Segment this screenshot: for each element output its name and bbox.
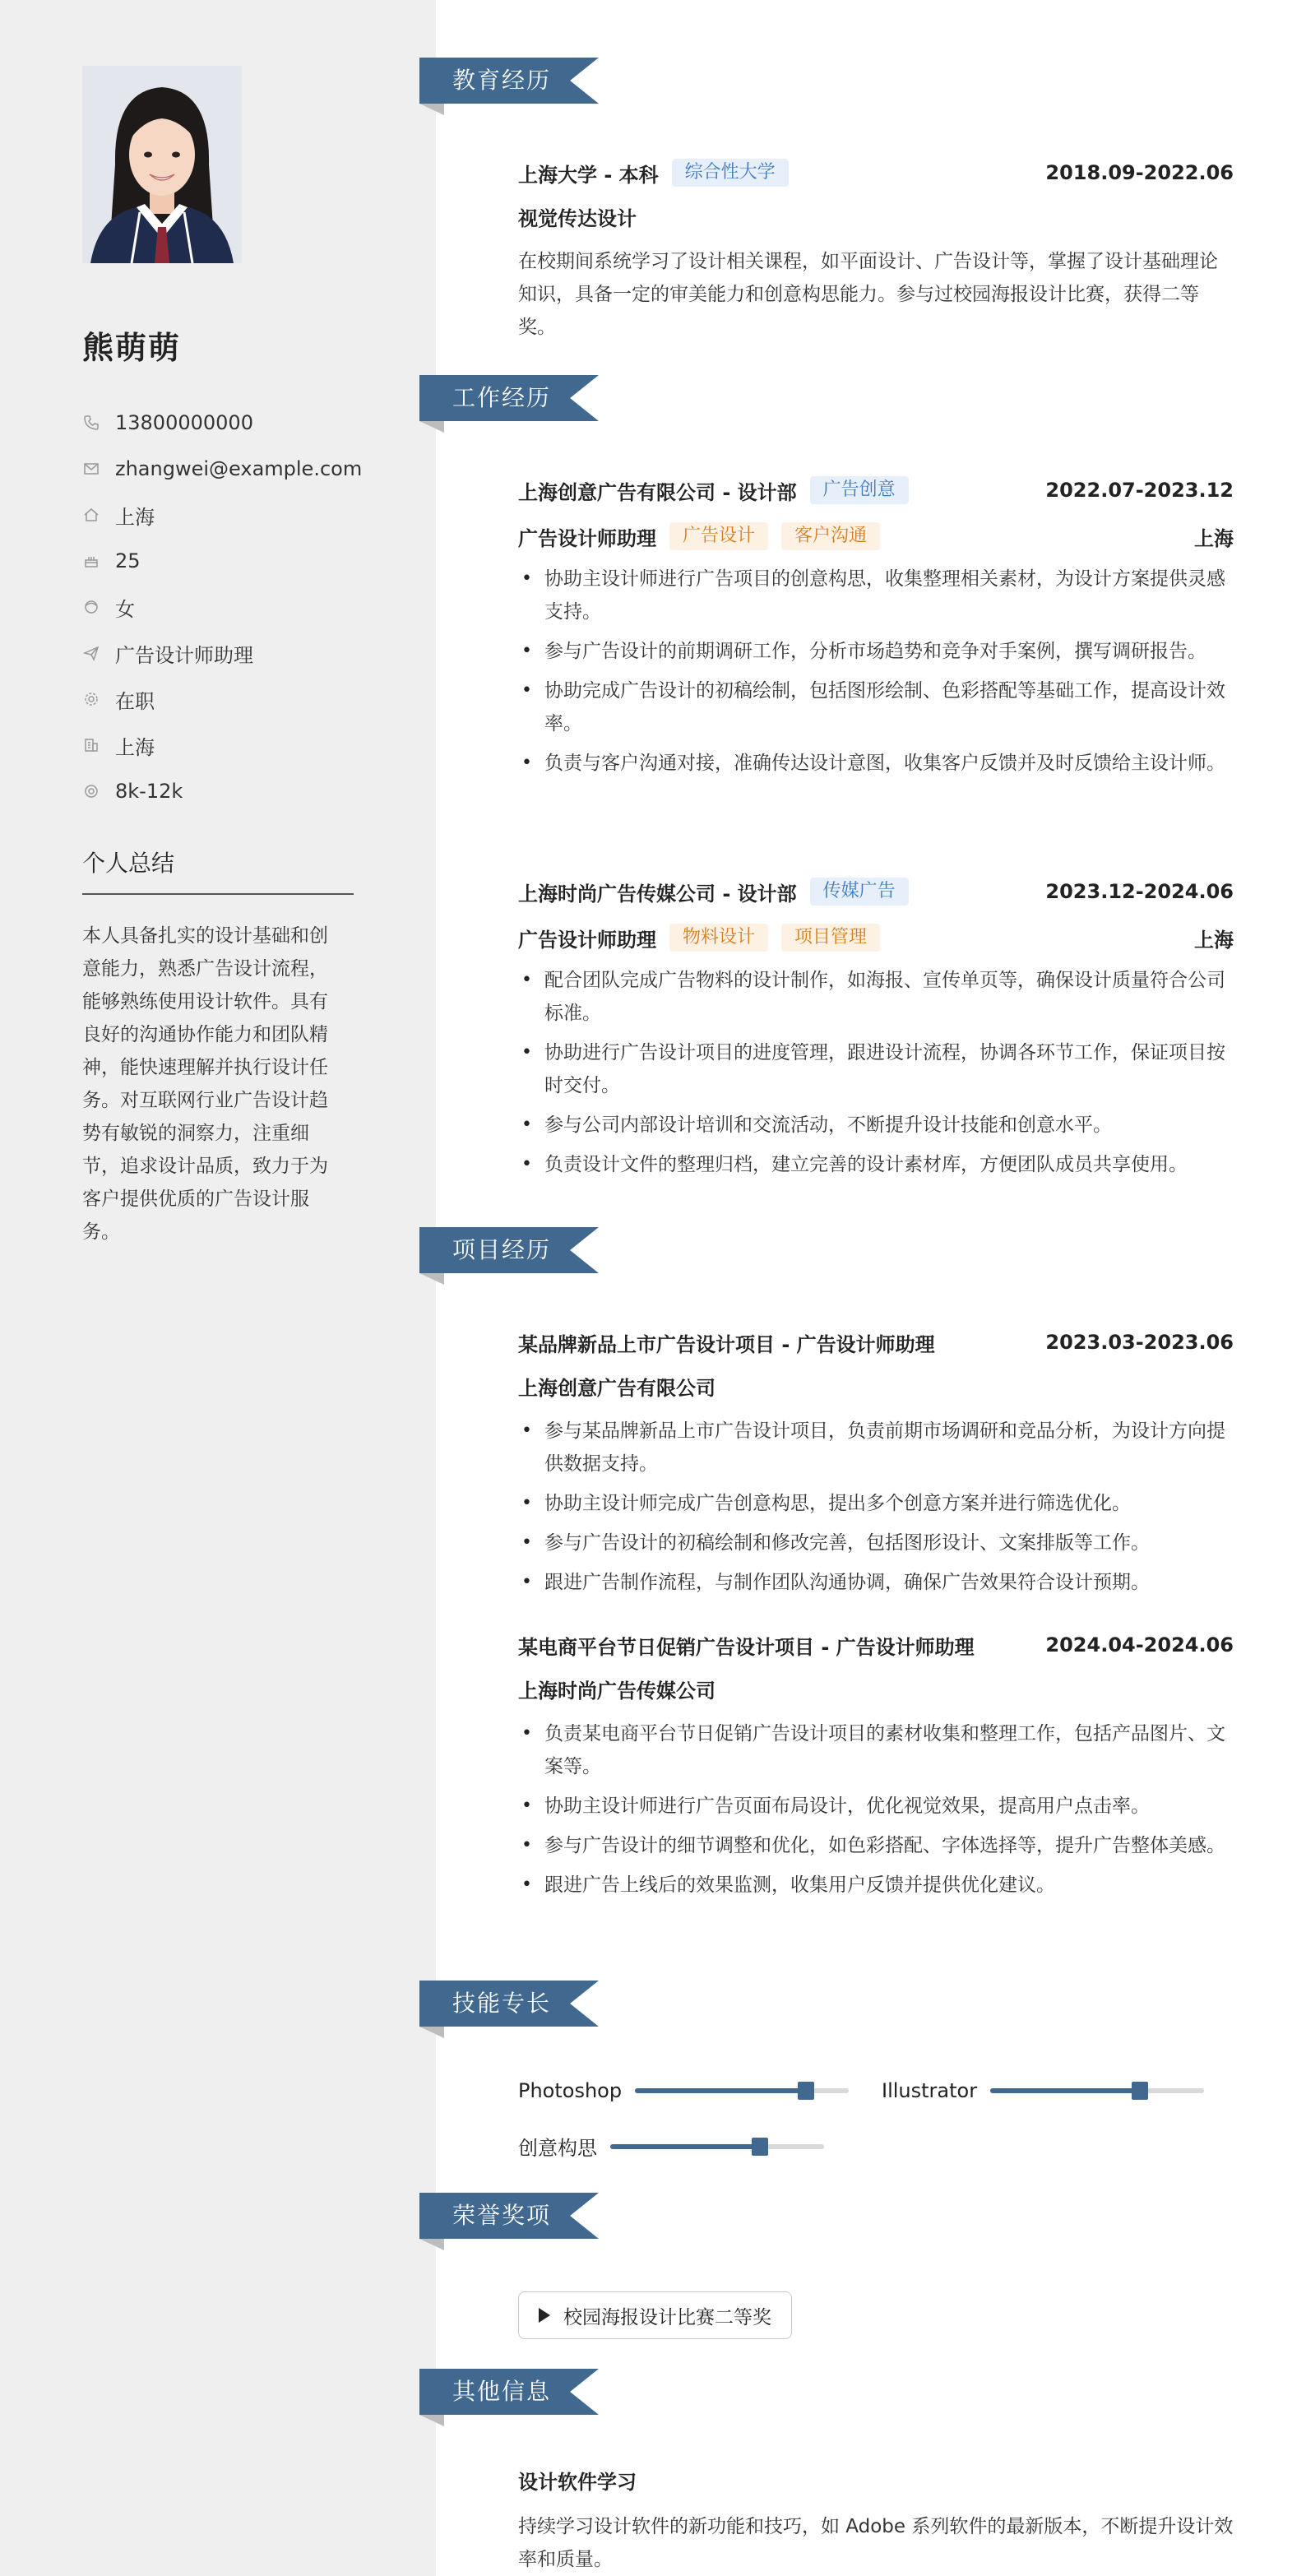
school-tag: 综合性大学 (672, 159, 789, 187)
home-icon (82, 506, 100, 524)
list-item: • 参与广告设计的前期调研工作，分析市场趋势和竞争对手案例，撰写调研报告。 (518, 635, 1234, 668)
project-company: 上海创意广告有限公司 (518, 1377, 716, 1400)
info-age (82, 538, 362, 584)
section-title: 荣誉奖项 (452, 2202, 552, 2229)
section-title: 项目经历 (452, 1236, 552, 1263)
list-item: • 负责设计文件的整理归档，建立完善的设计素材库，方便团队成员共享使用。 (518, 1148, 1234, 1181)
salary-text: 8k-12k (115, 780, 183, 803)
work-bullets (518, 964, 1234, 1181)
skill-knob (1132, 2082, 1148, 2100)
company-name: 上海创意广告有限公司 - 设计部 (518, 480, 797, 504)
skill-slider (990, 2088, 1204, 2093)
education-date: 2018.09-2022.06 (1045, 161, 1234, 184)
list-item: • 协助主设计师进行广告项目的创意构思，收集整理相关素材，为设计方案提供灵感支持。 (518, 563, 1234, 628)
project-company: 上海时尚广告传媒公司 (518, 1679, 716, 1703)
info-position (82, 630, 362, 676)
skill-creative (518, 2132, 824, 2161)
work-entry (518, 474, 1234, 786)
info-phone (82, 400, 362, 446)
project-date: 2024.04-2024.06 (1045, 1633, 1234, 1656)
mail-icon (82, 460, 100, 478)
skill-illustrator (882, 2079, 1204, 2102)
email-text: zhangwei@example.com (115, 457, 363, 480)
info-status (82, 676, 362, 722)
position-text: 广告设计师助理 (115, 643, 253, 667)
skill-fill (635, 2088, 806, 2093)
company-tag: 广告创意 (810, 476, 909, 504)
contact-info-list (82, 400, 362, 814)
skill-slider (635, 2088, 849, 2093)
project-entry (518, 1326, 1234, 1605)
project-entry (518, 1629, 1234, 1908)
company-name: 上海时尚广告传媒公司 - 设计部 (518, 882, 797, 906)
award-item[interactable] (518, 2291, 792, 2339)
section-header-other (419, 2369, 609, 2435)
skill-photoshop (518, 2079, 849, 2102)
other-desc: 持续学习设计软件的新功能和技巧，如 Adobe 系列软件的最新版本，不断提升设计效率和质量。 (518, 2516, 1234, 2570)
role-tag: 广告设计 (669, 522, 768, 550)
skill-fill (610, 2144, 760, 2149)
profile-photo (82, 66, 242, 263)
play-icon (539, 2308, 550, 2323)
coin-icon (82, 782, 100, 800)
project-bullets (518, 1717, 1234, 1902)
skill-name: 创意构思 (518, 2137, 597, 2160)
status-text: 在职 (115, 689, 155, 713)
list-item: • 跟进广告制作流程，与制作团队沟通协调，确保广告效果符合设计预期。 (518, 1566, 1234, 1599)
project-title: 某品牌新品上市广告设计项目 - 广告设计师助理 (518, 1332, 935, 1356)
skill-slider (610, 2144, 824, 2149)
list-item: • 配合团队完成广告物料的设计制作，如海报、宣传单页等，确保设计质量符合公司标准。 (518, 964, 1234, 1030)
profile-name: 熊萌萌 (82, 330, 182, 366)
section-header-projects (419, 1227, 609, 1293)
school-name: 上海大学 - 本科 (518, 163, 659, 187)
gear-icon (82, 690, 100, 708)
education-entry (518, 156, 1234, 344)
summary-title: 个人总结 (82, 846, 354, 895)
section-header-awards (419, 2193, 609, 2259)
section-header-education (419, 58, 609, 123)
home-text: 上海 (115, 505, 155, 529)
list-item: • 参与广告设计的初稿绘制和修改完善，包括图形设计、文案排版等工作。 (518, 1527, 1234, 1559)
role-tag: 项目管理 (781, 924, 880, 952)
list-item: • 负责与客户沟通对接，准确传达设计意图，收集客户反馈并及时反馈给主设计师。 (518, 747, 1234, 780)
role-tag: 物料设计 (669, 924, 768, 952)
skill-name: Photoshop (518, 2079, 623, 2102)
sidebar (0, 0, 436, 2576)
work-city: 上海 (1194, 928, 1234, 952)
info-email (82, 446, 362, 492)
project-date: 2023.03-2023.06 (1045, 1331, 1234, 1354)
info-city (82, 722, 362, 768)
list-item: • 协助主设计师完成广告创意构思，提出多个创意方案并进行筛选优化。 (518, 1487, 1234, 1520)
list-item: • 协助进行广告设计项目的进度管理，跟进设计流程，协调各环节工作，保证项目按时交付。 (518, 1036, 1234, 1102)
company-tag: 传媒广告 (810, 878, 909, 906)
work-entry (518, 875, 1234, 1188)
age-text: 25 (115, 549, 141, 572)
work-date: 2023.12-2024.06 (1045, 880, 1234, 903)
summary-text: 本人具备扎实的设计基础和创意能力，熟悉广告设计流程，能够熟练使用设计软件。具有良好的沟通协作能力和团队精神，能快速理解并执行设计任务。对互联网行业广告设计趋势有敏锐的洞察力，注重细节，追求设计品质，致力于为客户提供优质的广告设计服务。 (82, 925, 328, 1243)
education-desc: 在校期间系统学习了设计相关课程，如平面设计、广告设计等，掌握了设计基础理论知识，具备一定的审美能力和创意构思能力。参与过校园海报设计比赛，获得二等奖。 (518, 251, 1218, 338)
list-item: • 参与广告设计的细节调整和优化，如色彩搭配、字体选择等，提升广告整体美感。 (518, 1829, 1234, 1862)
skill-name: Illustrator (882, 2079, 978, 2102)
role-tag: 客户沟通 (781, 522, 880, 550)
phone-icon (82, 414, 100, 432)
section-title: 教育经历 (452, 67, 552, 94)
send-icon (82, 644, 100, 662)
list-item: • 参与公司内部设计培训和交流活动，不断提升设计技能和创意水平。 (518, 1109, 1234, 1142)
project-title: 某电商平台节日促销广告设计项目 - 广告设计师助理 (518, 1635, 975, 1659)
gender-text: 女 (115, 597, 135, 621)
info-home (82, 492, 362, 538)
list-item: • 协助完成广告设计的初稿绘制，包括图形绘制、色彩搭配等基础工作，提高设计效率。 (518, 674, 1234, 740)
phone-text: 13800000000 (115, 411, 253, 434)
section-title: 技能专长 (452, 1990, 552, 2017)
work-city: 上海 (1194, 526, 1234, 550)
list-item: • 负责某电商平台节日促销广告设计项目的素材收集和整理工作，包括产品图片、文案等。 (518, 1717, 1234, 1783)
info-salary (82, 768, 362, 814)
skill-knob (752, 2138, 768, 2156)
city-text: 上海 (115, 735, 155, 759)
project-bullets (518, 1415, 1234, 1599)
list-item: • 协助主设计师进行广告页面布局设计，优化视觉效果，提高用户点击率。 (518, 1790, 1234, 1823)
section-header-skills (419, 1981, 609, 2046)
skill-knob (798, 2082, 814, 2100)
other-entry (518, 2466, 1234, 2576)
award-label: 校园海报设计比赛二等奖 (563, 2306, 771, 2328)
work-bullets (518, 563, 1234, 780)
list-item: • 参与某品牌新品上市广告设计项目，负责前期市场调研和竞品分析，为设计方向提供数据支持。 (518, 1415, 1234, 1480)
info-gender (82, 584, 362, 630)
work-date: 2022.07-2023.12 (1045, 479, 1234, 502)
section-title: 其他信息 (452, 2378, 552, 2405)
list-item: • 跟进广告上线后的效果监测，收集用户反馈并提供优化建议。 (518, 1869, 1234, 1902)
gender-icon (82, 598, 100, 616)
role-name: 广告设计师助理 (518, 928, 656, 952)
role-name: 广告设计师助理 (518, 526, 656, 550)
other-title: 设计软件学习 (518, 2471, 637, 2494)
major: 视觉传达设计 (518, 207, 637, 230)
building-icon (82, 736, 100, 754)
section-title: 工作经历 (452, 384, 552, 411)
section-header-work (419, 375, 609, 441)
cake-icon (82, 552, 100, 570)
skill-fill (990, 2088, 1140, 2093)
